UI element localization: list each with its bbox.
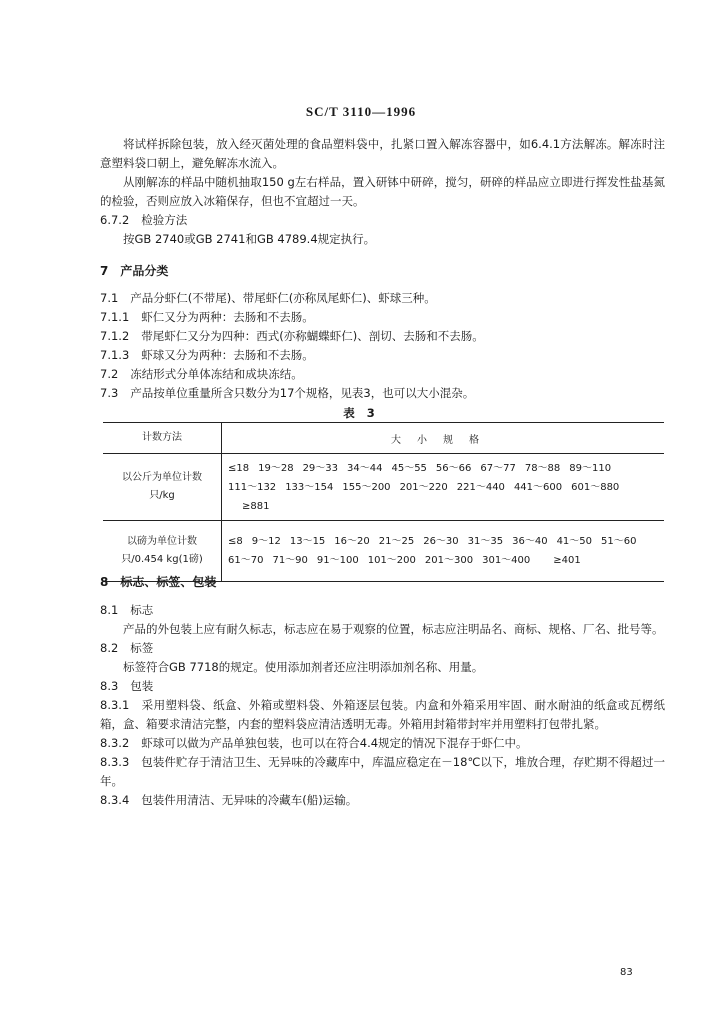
size-range: ≤18 <box>228 462 250 474</box>
size-range: 34～44 <box>347 462 383 474</box>
header-size-spec: 大小规格 <box>222 423 665 454</box>
section-8-3-3: 8.3.3 包装件贮存于清洁卫生、无异味的冷藏库中，库温应稳定在－18℃以下，堆放合理，存贮期不得超过一年。 <box>100 755 665 788</box>
intro-paragraph-1: 将试样拆除包装，放入经灭菌处理的食品塑料袋中，扎紧口置入解冻容器中，如6.4.1方法解冻。解冻时注意塑料袋口朝上，避免解冻水流入。 <box>100 137 665 170</box>
section-8-3-heading: 8.3 包装 <box>100 679 154 693</box>
size-range: 67～77 <box>480 462 516 474</box>
section-8-1-text: 产品的外包装上应有耐久标志，标志应在易于观察的位置，标志应注明品名、商标、规格、厂名、批号等。 <box>123 622 664 636</box>
section-7 <box>100 262 665 281</box>
size-range: 13～15 <box>289 536 326 547</box>
size-range: 71～90 <box>272 555 308 566</box>
method-cell-kg <box>103 454 222 521</box>
size-range: 155～200 <box>342 481 391 493</box>
section-7-items <box>100 289 665 403</box>
size-range: 601～880 <box>571 481 620 493</box>
size-range: 221～440 <box>456 481 505 493</box>
size-spec-table <box>103 422 664 582</box>
size-range: 133～154 <box>285 481 334 493</box>
size-range: 19～28 <box>258 462 294 474</box>
size-range: 29～33 <box>302 462 339 474</box>
standard-header: SC/T 3110—1996 <box>305 104 417 119</box>
size-range: 26～30 <box>423 536 459 547</box>
size-range: 41～50 <box>556 536 593 547</box>
method-kg-line-2: 只/kg <box>149 490 175 501</box>
header-count-method: 计数方法 <box>103 423 222 454</box>
section-title: 检验方法 <box>141 213 188 227</box>
section-8-title: 8 标志、标签、包装 <box>100 575 217 589</box>
size-range: 61～70 <box>228 555 264 566</box>
section-text: 按GB 2740或GB 2741和GB 4789.4规定执行。 <box>123 232 376 246</box>
intro-paragraph-2: 从刚解冻的样品中随机抽取150 g左右样品，置入研钵中研碎，搅匀，研碎的样品应立即进行挥发性盐基氮的检验，否则应放入冰箱保存，但也不宜超过一天。 <box>100 175 665 208</box>
section-8-3-4: 8.3.4 包装件用清洁、无异味的冷藏车(船)运输。 <box>100 793 358 807</box>
sizes-pound-line-1 <box>228 532 664 551</box>
size-range: 91～100 <box>316 555 359 566</box>
item-7-1: 7.1 产品分虾仁(不带尾)、带尾虾仁(亦称凤尾虾仁)、虾球三种。 <box>100 291 436 305</box>
page-number: 83 <box>620 967 633 978</box>
section-8-3-1: 8.3.1 采用塑料袋、纸盒、外箱或塑料袋、外箱逐层包装。内盒和外箱采用牢固、耐水耐油的纸盒或瓦楞纸箱，盒、箱要求清洁完整，内套的塑料袋应清洁透明无毒。外箱用封箱带封牢并用塑料打包带扎紧。 <box>100 698 665 731</box>
size-range: 31～35 <box>467 536 504 547</box>
table-row-kg <box>103 454 664 521</box>
item-7-1-2: 7.1.2 带尾虾仁又分为四种：西式(亦称蝴蝶虾仁)、剖切、去肠和不去肠。 <box>100 329 484 343</box>
section-6-7-2 <box>100 211 665 249</box>
size-range: 301～400 <box>482 555 531 566</box>
intro-block <box>100 135 665 211</box>
method-pound-line-2: 只/0.454 kg(1磅) <box>121 554 203 565</box>
size-range: 441～600 <box>513 481 563 493</box>
section-8-2-text: 标签符合GB 7718的规定。使用添加剂者还应注明添加剂名称、用量。 <box>123 660 484 674</box>
size-range: ≤8 <box>228 536 243 547</box>
item-7-3: 7.3 产品按单位重量所含只数分为17个规格，见表3，也可以大小混杂。 <box>100 386 475 400</box>
section-8-1-heading: 8.1 标志 <box>100 603 154 617</box>
sizes-kg-line-2 <box>228 478 664 516</box>
section-8-body <box>100 601 665 810</box>
table-header-row <box>103 423 664 454</box>
item-7-1-1: 7.1.1 虾仁又分为两种：去肠和不去肠。 <box>100 310 314 324</box>
size-range: 89～110 <box>569 462 612 474</box>
section-number: 6.7.2 <box>100 213 130 227</box>
method-pound-line-1: 以磅为单位计数 <box>127 536 197 547</box>
size-range: 201～300 <box>424 555 474 566</box>
size-range: ≥881 <box>242 500 270 512</box>
size-range: 56～66 <box>435 462 472 474</box>
section-8 <box>100 573 665 592</box>
section-7-title: 7 产品分类 <box>100 264 169 278</box>
size-range: 78～88 <box>524 462 561 474</box>
size-range: 101～200 <box>367 555 416 566</box>
size-range: 9～12 <box>251 536 281 547</box>
size-range: 16～20 <box>334 536 370 547</box>
size-range: 21～25 <box>378 536 415 547</box>
sizes-cell-kg <box>222 454 665 521</box>
item-7-1-3: 7.1.3 虾球又分为两种：去肠和不去肠。 <box>100 348 314 362</box>
size-range: 111～132 <box>228 481 277 493</box>
section-8-3-2: 8.3.2 虾球可以做为产品单独包装，也可以在符合4.4规定的情况下混存于虾仁中。 <box>100 736 528 750</box>
size-range: 36～40 <box>512 536 548 547</box>
table-3-caption: 表 3 <box>343 406 379 420</box>
size-range: ≥401 <box>553 555 581 566</box>
size-range: 201～220 <box>399 481 448 493</box>
method-kg-line-1: 以公斤为单位计数 <box>122 472 202 483</box>
size-range: 51～60 <box>601 536 637 547</box>
section-8-2-heading: 8.2 标签 <box>100 641 154 655</box>
sizes-kg-line-1 <box>228 459 664 478</box>
sizes-pound-line-2 <box>228 551 664 570</box>
size-range: 45～55 <box>391 462 427 474</box>
item-7-2: 7.2 冻结形式分单体冻结和成块冻结。 <box>100 367 303 381</box>
